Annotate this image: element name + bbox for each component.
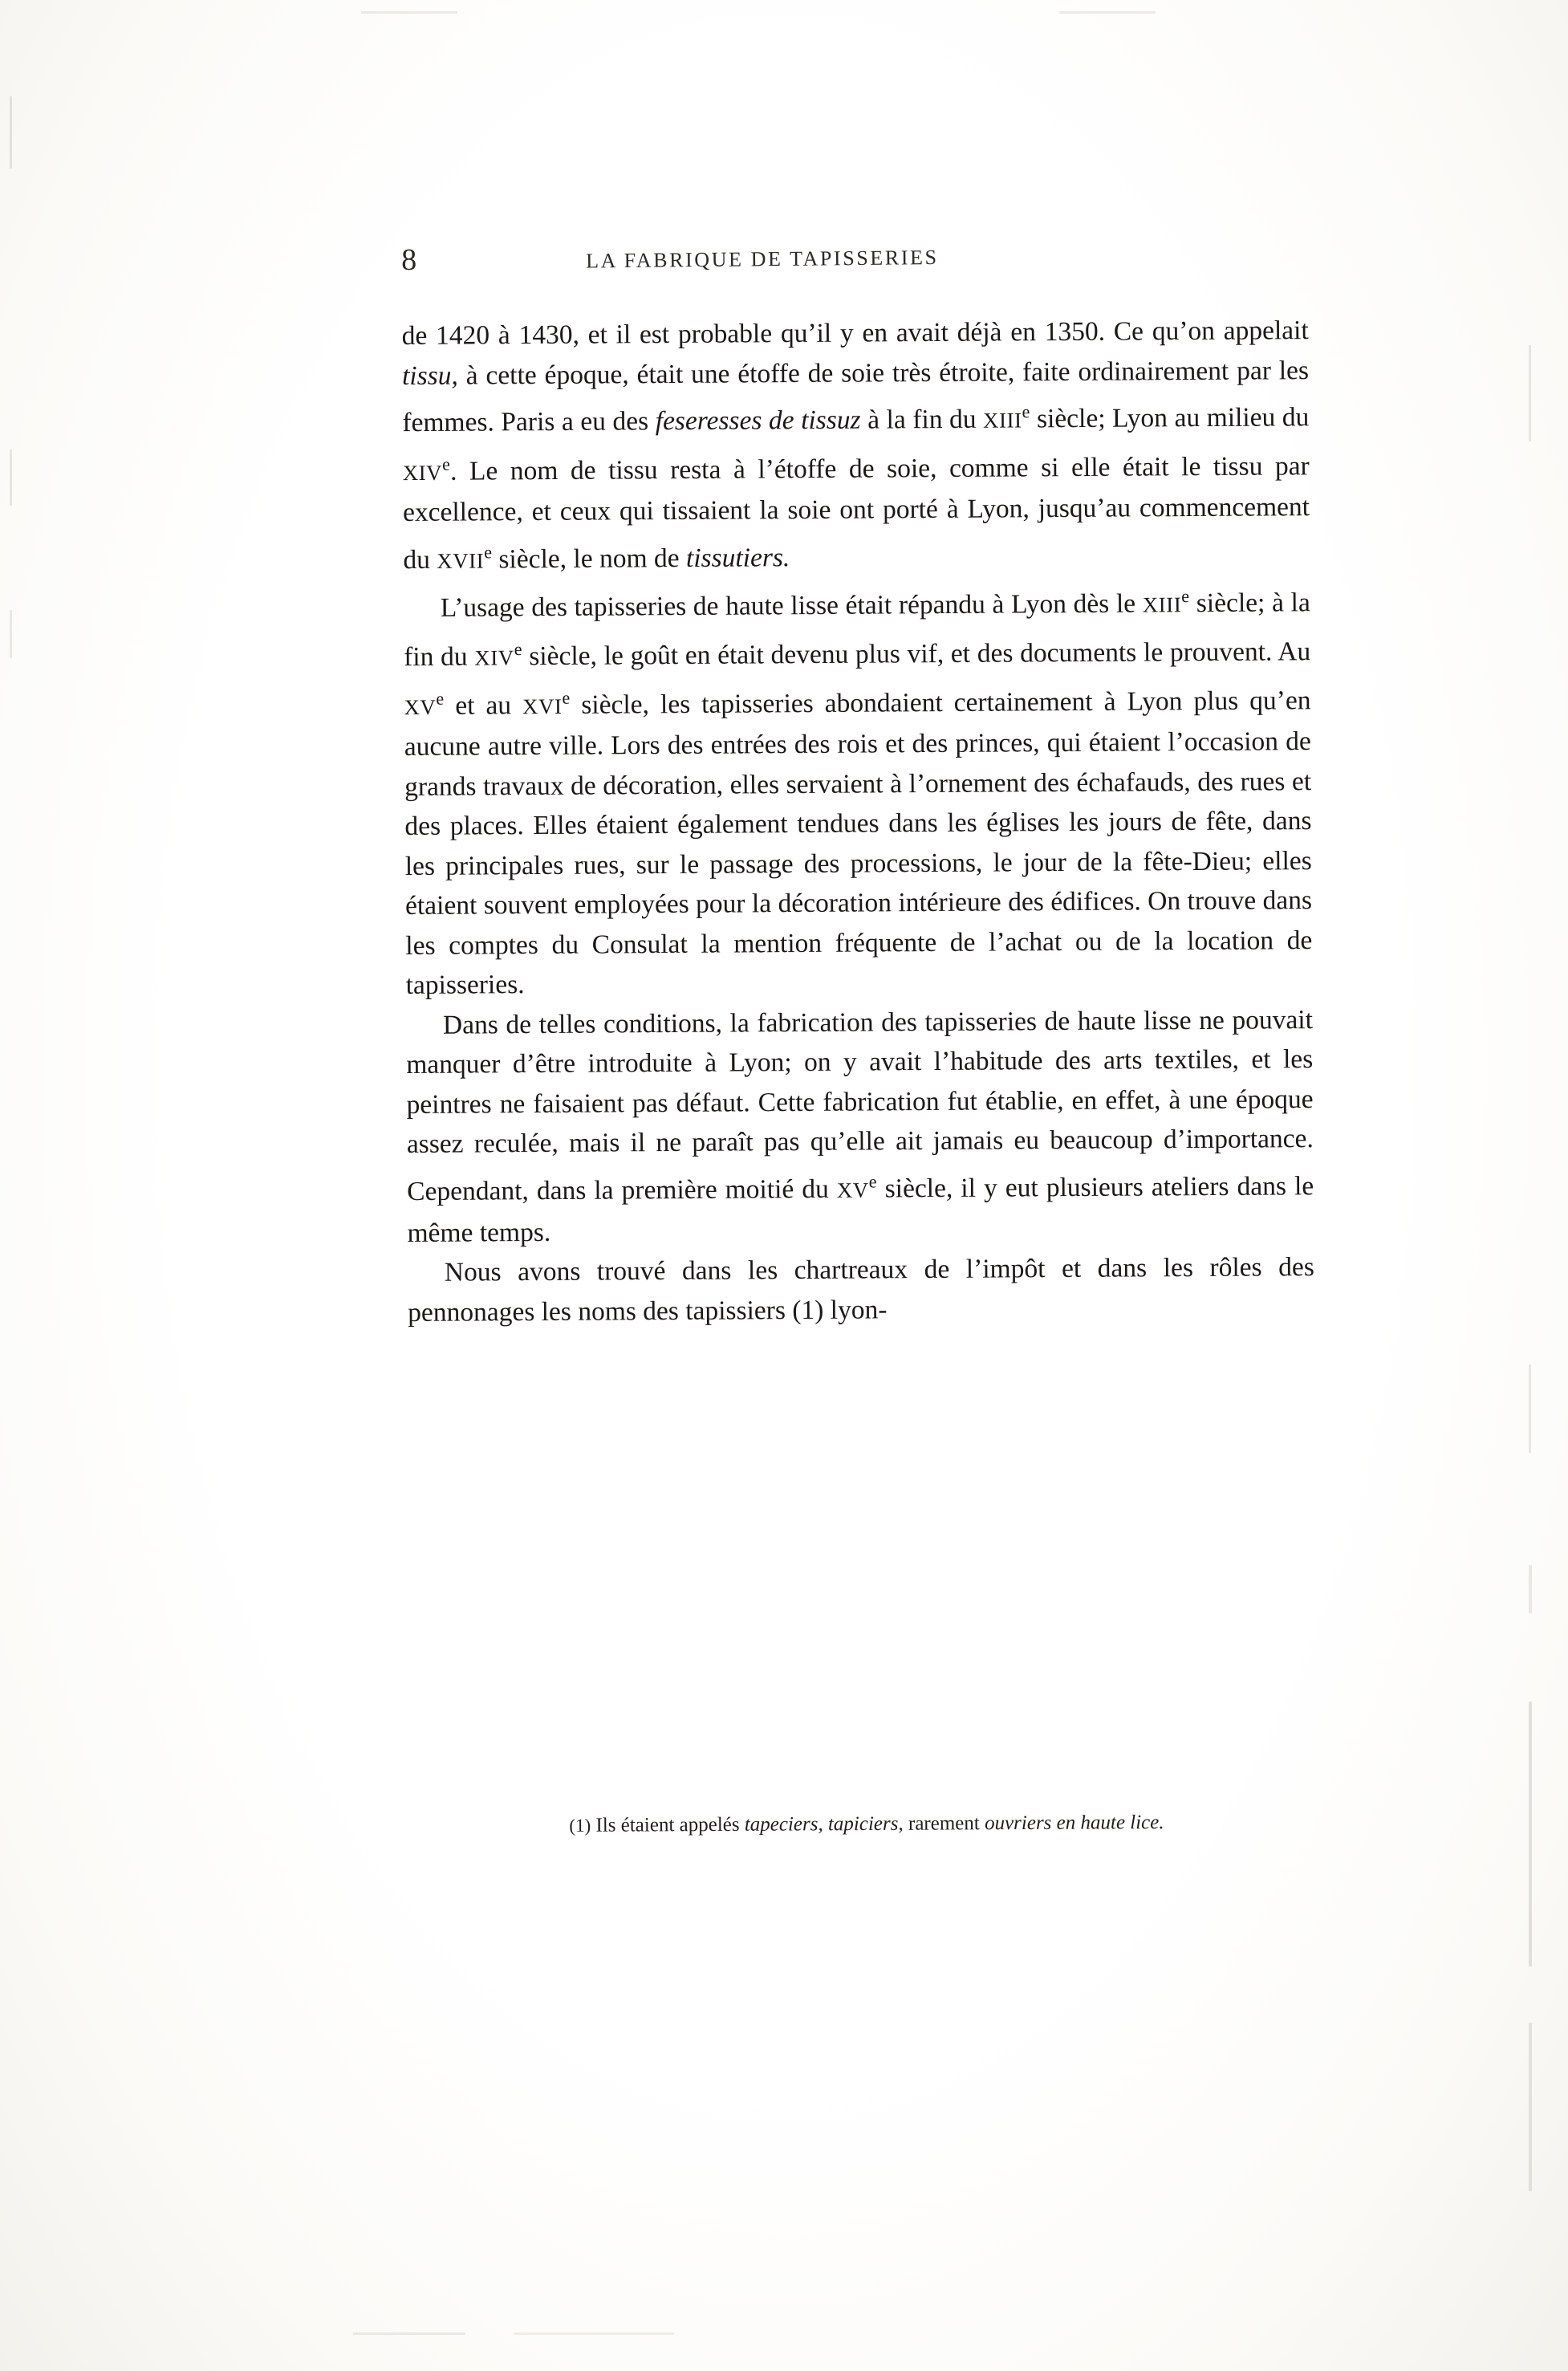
- page-header: [401, 235, 1308, 289]
- footnote: (1) Ils étaient appelés tapeciers, tapiciers, rarement ouvriers en haute lice.: [569, 1812, 1164, 1836]
- paragraph-4: Nous avons trouvé dans les chartreaux de l’impôt et dans les rôles des pennonages les noms des tapissiers (1) lyon-: [408, 1252, 1314, 1328]
- scan-edge-mark: [1529, 1364, 1531, 1453]
- paragraph-3: Dans de telles conditions, la fabrication des tapisseries de haute lisse ne pouvait manquer d’être introduite à Lyon; on y avait l’habitude des arts textiles, et les peintres ne faisaient pas défaut. Cette fabrication fut établie, en effet, à une époque assez reculée, mais il ne paraît pas qu’elle ait jamais eu beaucoup d’importance. Cependant, dans la première moitié du XVe siècle, il y eut plusieurs ateliers dans le même temps.: [406, 1005, 1314, 1248]
- scan-edge-mark: [10, 610, 12, 658]
- page-text-block: [401, 235, 1314, 1332]
- scan-edge-mark: [10, 449, 12, 506]
- scan-edge-mark: [1529, 2023, 1532, 2191]
- footnote-marker: (1): [569, 1815, 591, 1836]
- scan-edge-mark: [1059, 11, 1156, 14]
- running-head: LA FABRIQUE DE TAPISSERIES: [586, 245, 939, 273]
- scan-edge-mark: [1529, 1702, 1532, 1966]
- scan-edge-mark: [361, 11, 457, 14]
- paragraph-2: L’usage des tapisseries de haute lisse était répandu à Lyon dès le XIIIe siècle; à la fin du XIVe siècle, le goût en était devenu plus vif, et des documents le prouvent. Au XVe et au XVIe siècle, les tapisseries abondaient certainement à Lyon plus qu’en aucune autre ville. Lors des entrées des rois et des princes, qui étaient l’occasion de grands travaux de décoration, elles servaient à l’ornement des échafauds, des rues et des places. Elles étaient également tendues dans les églises les jours de fête, dans les principales rues, sur le passage des processions, le jour de la fête-Dieu; elles étaient souvent employées pour la décoration intérieure des édifices. On trouve dans les comptes du Consulat la mention fréquente de l’achat ou de la location de tapisseries.: [404, 586, 1313, 1001]
- scan-edge-mark: [514, 2332, 674, 2335]
- scan-edge-mark: [353, 2332, 465, 2335]
- paragraph-1: de 1420 à 1430, et il est probable qu’il y en avait déjà en 1350. Ce qu’on appelait tissu, à cette époque, était une étoffe de soie très étroite, faite ordinairement par les femmes. Paris a eu des feseresses de tissuz à la fin du XIIIe siècle; Lyon au milieu du XIVe. Le nom de tissu resta à l’étoffe de soie, comme si elle était le tissu par excellence, et ceux qui tissaient la soie ont porté à Lyon, jusqu’au commencement du XVIIe siècle, le nom de tissutiers.: [401, 315, 1310, 575]
- scan-edge-mark: [10, 96, 12, 169]
- scan-edge-mark: [1529, 345, 1531, 441]
- scan-edge-mark: [1529, 1565, 1532, 1613]
- page-number: 8: [401, 242, 417, 277]
